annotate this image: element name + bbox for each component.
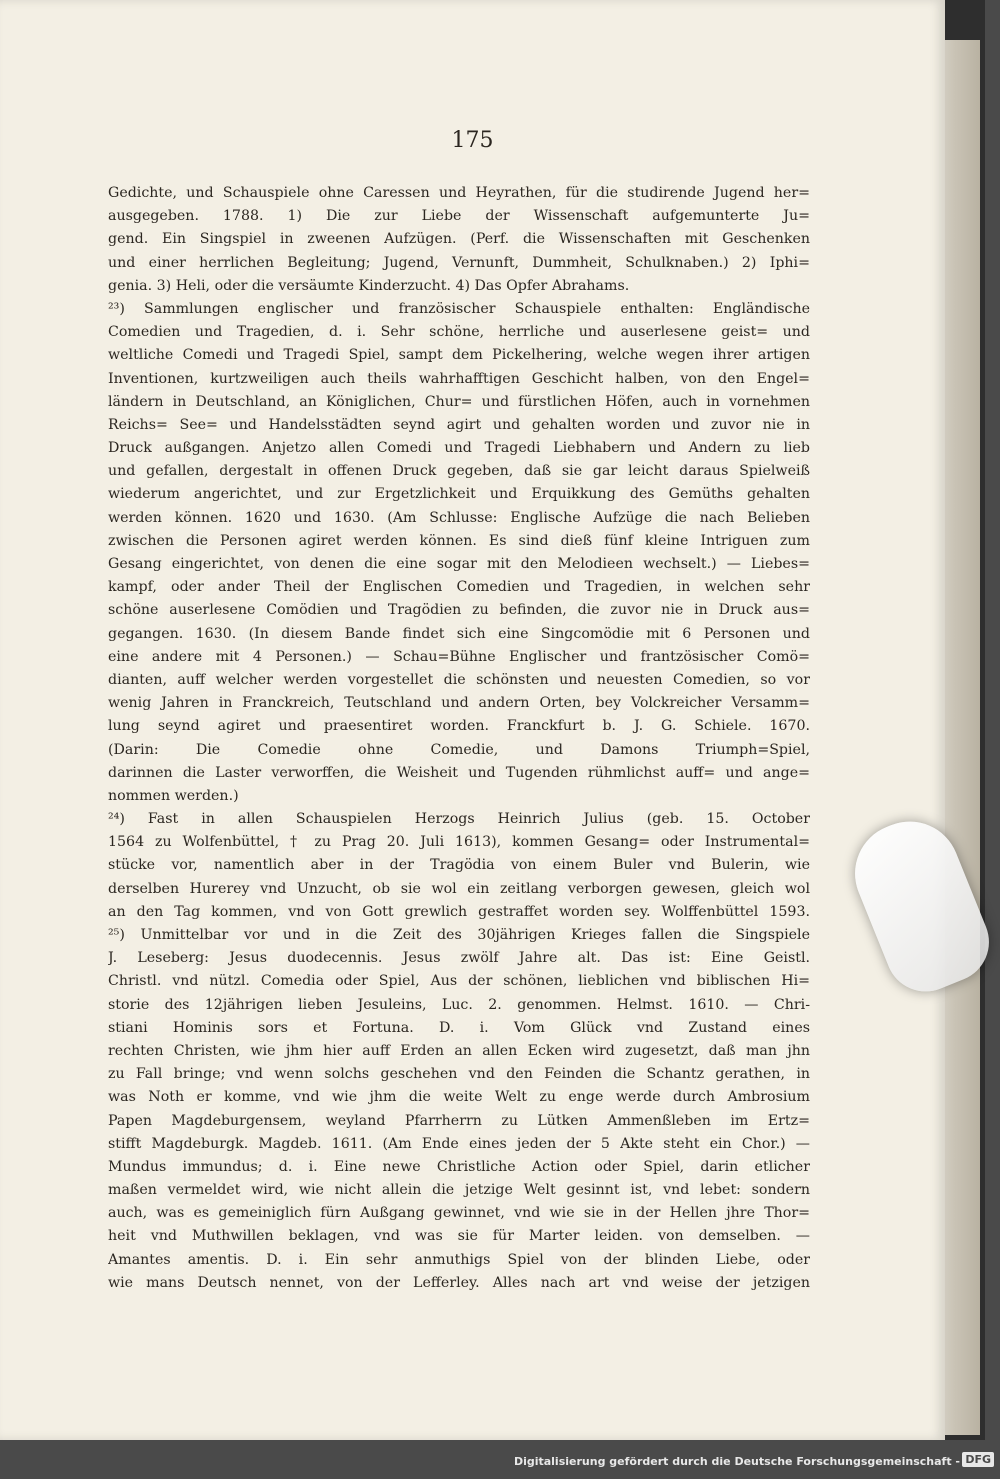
text-line: maßen vermeldet wird, wie nicht allein die jetzige Welt gesinnt ist, vnd lebet: sondern: [108, 1182, 810, 1199]
text-line: schöne auserlesene Comödien und Tragödien zu befinden, die zuvor nie in Druck aus=: [108, 602, 810, 619]
text-line: Christl. vnd nützl. Comedia oder Spiel, Aus der schönen, lieblichen vnd biblischen Hi=: [108, 973, 810, 990]
text-line: ²³) Sammlungen englischer und französischer Schauspiele enthalten: Engländische: [108, 300, 810, 317]
text-line: zwischen die Personen agiret werden können. Es sind dieß fünf kleine Intriguen zum: [108, 532, 810, 549]
text-line: nommen werden.): [108, 787, 239, 804]
text-line: wie mans Deutsch nennet, von der Lefferley. Alles nach art vnd weise der jetzigen: [108, 1274, 810, 1291]
text-line: genia. 3) Heli, oder die versäumte Kinderzucht. 4) Das Opfer Abrahams.: [108, 277, 630, 294]
text-line: wenig Jahren in Franckreich, Teutschland und andern Orten, bey Volckreicher Versamm=: [108, 695, 810, 712]
text-line: Amantes amentis. D. i. Ein sehr anmuthigs Spiel von der blinden Liebe, oder: [108, 1251, 810, 1268]
text-line: Mundus immundus; d. i. Eine newe Christliche Action oder Spiel, darin etlicher: [108, 1158, 810, 1175]
text-line: lung seynd agiret und praesentiret worden. Franckfurt b. J. G. Schiele. 1670.: [108, 718, 810, 735]
text-line: ausgegeben. 1788. 1) Die zur Liebe der Wissenschaft aufgemunterte Ju=: [108, 208, 810, 225]
text-line: Papen Magdeburgensem, weyland Pfarrherrn zu Lütken Ammenßleben im Ertz=: [108, 1112, 810, 1129]
text-line: rechten Christen, wie jhm hier auff Erden an allen Ecken wird zugesetzt, daß man jhn: [108, 1042, 810, 1059]
text-line: darinnen die Laster verworffen, die Weisheit und Tugenden rühmlichst auff= und ange=: [108, 764, 810, 781]
text-line: heit vnd Muthwillen beklagen, vnd was sie für Marter leiden. von demselben. —: [108, 1228, 810, 1245]
text-line: J. Leseberg: Jesus duodecennis. Jesus zwölf Jahre alt. Das ist: Eine Geistl.: [108, 950, 810, 967]
text-line: wiederum angerichtet, und zur Ergetzlichkeit und Erquikkung des Gemüths gehalten: [108, 486, 810, 503]
text-line: weltliche Comedi und Tragedi Spiel, sampt dem Pickelhering, welche wegen ihrer artigen: [108, 347, 810, 364]
text-line: stücke vor, namentlich aber in der Tragödia von einem Buler vnd Bulerin, wie: [108, 857, 810, 874]
page-number: 175: [451, 128, 494, 153]
text-line: Druck außgangen. Anjetzo allen Comedi und Tragedi Liebhabern und Andern zu lieb: [108, 440, 810, 457]
text-block: [108, 182, 810, 1295]
text-line: ländern in Deutschland, an Königlichen, Chur= und fürstlichen Höfen, auch in vornehmen: [108, 393, 810, 410]
text-line: auch, was es gemeiniglich fürn Außgang gewinnet, vnd wie sie in der Hellen jhre Thor=: [108, 1205, 810, 1222]
text-line: ²⁴) Fast in allen Schauspielen Herzogs Heinrich Julius (geb. 15. October: [108, 811, 810, 828]
text-line: Inventionen, kurtzweiligen auch theils wahrhafftigen Geschicht halben, von den Engel=: [108, 370, 810, 387]
text-line: an den Tag kommen, vnd von Gott grewlich gestraffet worden sey. Wolffenbüttel 1593.: [108, 903, 810, 920]
text-line: derselben Hurerey vnd Unzucht, ob sie wol ein zeitlang verborgen gewesen, gleich wol: [108, 880, 810, 897]
text-line: dianten, auff welcher werden vorgestellet die schönsten und neuesten Comedien, so vor: [108, 671, 810, 688]
text-line: Gedichte, und Schauspiele ohne Caressen und Heyrathen, für die studirende Jugend her=: [108, 185, 810, 201]
text-line: Comedien und Tragedien, d. i. Sehr schöne, herrliche und auserlesene geist= und: [108, 324, 810, 341]
text-line: (Darin: Die Comedie ohne Comedie, und Damons Triumph=Spiel,: [108, 741, 810, 758]
text-line: stifft Magdeburgk. Magdeb. 1611. (Am Ende eines jeden der 5 Akte steht ein Chor.) —: [108, 1135, 810, 1152]
text-line: werden können. 1620 und 1630. (Am Schlusse: Englische Aufzüge die nach Belieben: [108, 509, 810, 526]
text-line: was Noth er komme, vnd wie jhm die weite Welt zu enge werde durch Ambrosium: [108, 1089, 810, 1106]
text-line: Reichs= See= und Handelsstädten seynd agirt und gehalten worden und zuvor nie in: [108, 416, 810, 433]
text-line: storie des 12jährigen lieben Jesuleins, Luc. 2. genommen. Helmst. 1610. — Chri-: [108, 996, 810, 1013]
footer-text: Digitalisierung gefördert durch die Deutsche Forschungsgemeinschaft -: [513, 1455, 960, 1468]
text-line: stiani Hominis sors et Fortuna. D. i. Vom Glück vnd Zustand eines: [108, 1019, 810, 1036]
text-line: 1564 zu Wolfenbüttel, † zu Prag 20. Juli 1613), kommen Gesang= oder Instrumental=: [108, 834, 810, 851]
text-line: kampf, oder ander Theil der Englischen Comedien und Tragedien, in welchen sehr: [108, 579, 810, 596]
text-line: und gefallen, dergestalt in offenen Druck gegeben, daß sie gar leicht daraus Spielweiß: [108, 463, 810, 480]
text-line: gend. Ein Singspiel in zweenen Aufzügen. (Perf. die Wissenschaften mit Geschenken: [108, 231, 810, 248]
text-line: und einer herrlichen Begleitung; Jugend, Vernunft, Dummheit, Schulknaben.) 2) Iphi=: [108, 254, 810, 271]
dfg-logo: DFG: [962, 1452, 994, 1467]
text-line: ²⁵) Unmittelbar vor und in die Zeit des 30jährigen Krieges fallen die Singspiele: [108, 927, 810, 943]
text-line: eine andere mit 4 Personen.) — Schau=Bühne Englischer und frantzösischer Comö=: [108, 648, 810, 665]
text-line: Gesang eingerichtet, von denen die eine sogar mit den Melodieen wechselt.) — Liebes=: [108, 556, 810, 572]
text-line: gegangen. 1630. (In diesem Bande findet sich eine Singcomödie mit 6 Personen und: [108, 625, 810, 642]
text-line: zu Fall bringe; vnd wenn solchs geschehen vnd den Feinden die Schantz gerathen, in: [108, 1066, 810, 1083]
